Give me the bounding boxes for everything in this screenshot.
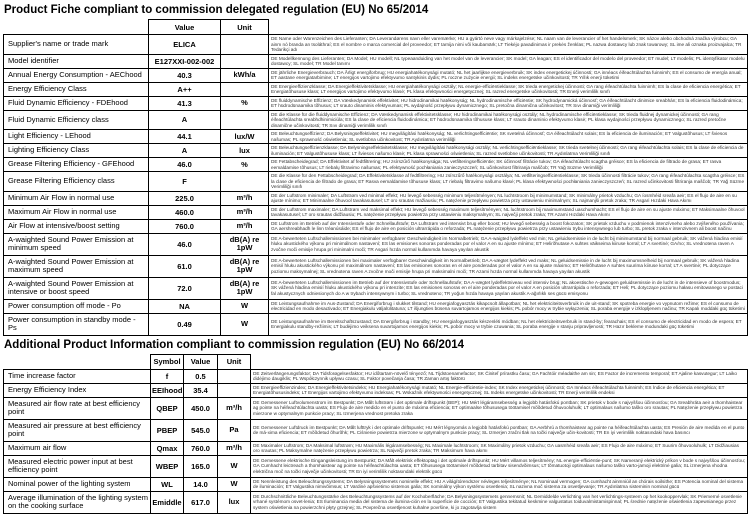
- row-note: [269, 255, 748, 277]
- row-label: Fluid Dynamic Efficiency - FDEhood: [4, 96, 149, 110]
- row-note: [251, 491, 748, 513]
- row-note: [251, 441, 748, 455]
- row-note: [269, 313, 748, 335]
- row-label: Energy Efficiency Index: [4, 383, 151, 397]
- row-label: Grease Filtering Efficiency - GFEhood: [4, 158, 149, 172]
- row-value: 46.0: [149, 158, 221, 172]
- row-symbol: WBEP: [151, 455, 184, 477]
- table-row: [4, 455, 748, 477]
- additional-header-row: [4, 354, 748, 369]
- table-row: [4, 491, 748, 513]
- row-note-text: DE Gemessene elektrische Eingangsleistung im Bestpunkt; DA Målt elektrisk effektoptag i det optimale driftspunkt; HU Mért villamos teljesítmény; NL energie-efficiëntie-punt; SK Nameraný elektrický príkon v bode s najvyššou účinnosťou; GA Cumhacht leictreach a thomhaistear ag pointe na héifeachtúlachta uasta; ET tõhususega töötamisel mõõdetud tarbitav sisendvõimsus; LT tõmatuotoji optimalaus našumo taško varto-jamoji elektrinė galia; SL izmerjena vhodna električna moč na točki največje učinkovitosti; TR En iyi verimlilik noktasındaki elektrik gücü: [253, 457, 745, 474]
- row-label: Annual Energy Consumption - AEChood: [4, 68, 149, 82]
- row-unit: dB(A) re 1pW: [221, 255, 269, 277]
- row-label: Time increase factor: [4, 369, 151, 383]
- row-label: Average illumination of the lighting system on the cooking surface: [4, 491, 151, 513]
- row-note: [269, 172, 748, 192]
- row-note-text: DE Leistungsaufnahme im Bereitschaftszustand; DA Energiforbrug i standby; HU energiafogyasztás készenléti módban; NL het elektriciteitsverbruik in stand-by; fearachais; ES el consumo de electricidad en modo de espera; ET Energiakulu standby-režiimis; LT budėjimo veiksena suvartojamos energijos kiekis; PL pobór mocy w trybie czuwania; SL poraba energije v stanju pripravljenosti; TR Hazır bekleme modundaki güç tüketimi: [271, 318, 742, 329]
- row-unit: W: [218, 477, 251, 491]
- row-note-text: DE der Luftstrom maximaler; DA Luftstrøm ved maksimal effekt; HU levegő sebesség maximum teljesítményen; NL luchtstroom bij maximumstand uaschumhacht; ES el flujo de aire en su ajuste máximo; ET Maksimaalne õhuvool tavakasutusel; LT oro srautas didžiausiu; PL natężenie przepływu powietrza przy ustawieniu maksymalnym; SL največji pretok zraka; TR Azami Hızdaki Hava Akımı: [271, 206, 745, 217]
- row-note-text: DE Gemessener Luftdruck im Bestpunkt; DA Målt lufttryk i det optimale driftspunkt; HU Mért légnyomás a legjobb hatásfokú pontban; GA Aerbhrú a thomhaistear ag pointe na héifeachtúlachta uasta; ES Presión de aire medida en el punto de má-xima eficiencia; ET mõõdetud õhurõhk; PL Ciśnienie powietrza mierzone w optymalnym punkcie pracy; SL Izmerjen zračni tlak na točki največje učin-kovitosti; TR En iyi verimlilik noktasındaki hava basıncı: [253, 424, 745, 435]
- table-row: [4, 172, 748, 192]
- row-label: A-waighted Sound Power Emission at minimum speed: [4, 233, 149, 255]
- row-value: A++: [149, 82, 221, 96]
- row-note: [269, 299, 748, 313]
- row-note-text: DE die Klasse für den Fettabscheidegrad; DA Effektivitetsklasse af fedtfiltrering; HU zsírszűrő hatékonysági osztálya; NL vetfilteringsefficiëntieklasse; SK trieda účinnosti filtrácie tukov; GA rang éifeachtúlachta scagtha gréisce; ES la clase de eficiencia de filtrado de grasa; ET Rasva eemaldamise tõhususe klass; LT riebalų filtravimo našumo klasė; PL klasa efektywności pochłaniania zanieczyszczeń; SL razred učinkovitosti filtriranja maščob; TR Yağ Süzme Verimliliği sınıfı: [271, 173, 745, 189]
- row-label: Minimum Air Flow in normal use: [4, 191, 149, 205]
- row-note-text: DE Durchschnittliche Beleuchtungsstärke des Beleuchtungssystems auf der Kochoberfläche; DA Belysningssystemets gennemsnit; NL Gemiddelde verlichting van het verlichtings-systeem op het kookoppervlak; SK Priemerné osvetlenie vrhané systémom osvet-lenia; ES Iluminancia media del sistema de ilumina-ción en la superficie de cocción; ET Valgustika tekitatud keskmine valgustatus toiduvalmistamispinnal; PL średnie natężenie oświetlenia zapewnianego przez system oświetlenia na powierzchni płyty grzejnej; SL Povprečna osvetljenost kuhalne površine, ki jo zagotavlja sistem: [253, 493, 742, 510]
- row-value: 44.1: [149, 130, 221, 144]
- row-label: Lighting Efficiency Class: [4, 144, 149, 158]
- row-note: [251, 455, 748, 477]
- table-row: [4, 130, 748, 144]
- row-note: [269, 144, 748, 158]
- row-note-text: DE Beleuchtungseffizienzklasse; DA Belysningseffektivitetsklasse; HU megvilágítási hatékonysági osztály; NL verlichtingsefficiëntieklasse; SK trieda svetelnej účinnosti; GA rang éifeachtúlachta solais; ES la clase de eficiencia de iluminación; ET Valgustõhususe klass; LT šviesos našumo klasė; PL klasa sprawności oświetlenia; SL razred svetlobne učinkovitosti; TR Aydınlatma Verimliliği sınıfı: [271, 145, 744, 156]
- row-value: A: [149, 144, 221, 158]
- row-label: Measured air flow rate at best efficiency point: [4, 397, 151, 419]
- row-note: [269, 68, 748, 82]
- row-label: Light Efficiency - LEhood: [4, 130, 149, 144]
- row-note: [269, 158, 748, 172]
- row-note: [269, 191, 748, 205]
- row-unit: [221, 172, 269, 192]
- row-note: [251, 397, 748, 419]
- row-value: 35.4: [184, 383, 218, 397]
- row-value: 225.0: [149, 191, 221, 205]
- row-unit: m³/h: [221, 205, 269, 219]
- row-note-text: DE fluiddynamische Effizienz; DA Væskedynamisk effektivitet; HU hidrodinamikai hatékonyság; NL hydrodinamische efficiëntie; SK hydrodynamická účinnosť; GA éifeachtúlacht dinimice sreabhán; ES la eficiencia fluidodinámica; ET hüdrodünaamika tõhusus; LT srauto dinaminis efektyvumas; PL wydajność przepływu dynamicznego; SL pretočna dinamična učinkovitost; TR Sıvı dinamiği verimliliği: [271, 97, 743, 108]
- row-symbol: Qmax: [151, 441, 184, 455]
- row-label: Power consumption in standby mode - Ps: [4, 313, 149, 335]
- row-label: Model identifier: [4, 54, 149, 68]
- table-row: [4, 441, 748, 455]
- row-value: 0.5: [184, 369, 218, 383]
- column-header-symbol: Symbol: [151, 354, 184, 369]
- row-unit: dB(A) re 1pW: [221, 277, 269, 299]
- row-value: 760.0: [184, 441, 218, 455]
- row-note: [269, 35, 748, 55]
- row-note: [251, 419, 748, 441]
- table-row: [4, 82, 748, 96]
- row-value: 165.0: [184, 455, 218, 477]
- row-value: ELICA: [149, 35, 221, 55]
- row-unit: %: [221, 158, 269, 172]
- row-unit: [221, 82, 269, 96]
- row-note-text: DE der Luftstrom minimaler; DA Luftstrøm ved minimal effekt; HU levegő sebesség minimum teljesítményen; NL luchtstroom bij minimumstand; SK minimálny prietok vzduchu; GA íosmhéid sreafa aeir; ES el flujo de aire en su ajuste mínimo; ET Minimaalne õhuvool tavakasutusel; LT oro srautas mažiausiu; PL natężenie przepływu powietrza przy ustawieniu minimalnym; SL najmanjši pretok zraka; TR Asgari Hızdaki Hava Akımı: [271, 192, 737, 203]
- row-unit: m³/h: [218, 397, 251, 419]
- row-note: [269, 96, 748, 110]
- row-symbol: EEIhood: [151, 383, 184, 397]
- row-note-text: DE A-bewerteten Luftschallemissionen bei maximaler verfügbarer Geschwindigkeit im Normalbetrieb; DA A-vægtet lydeffekt ved maks; NL geluidsemissie in de lucht bij maximumsnelheid bij normaal gebruik; SK vážená hladina emisií hluku akustického výkonu pri maximálnom nastavení; ES las emisiones sonoras en el aire ponderadas por el valor A en su ajuste máximo; ET Helirõhutase A suhtes suurima kiiruse korral; LT A svertinė; PL dotyczące poziomu maksymalnej; SL vrednotena raven A zvočne moči emisije hrupa pri maksimalni moči; TR Azami hızda normal kullanımda havaya yayılan akustik: [271, 257, 740, 274]
- row-label: Air Flow at intensive/boost setting: [4, 219, 149, 233]
- fiche-header-row: [4, 20, 748, 35]
- row-unit: m³/h: [218, 441, 251, 455]
- table-row: [4, 110, 748, 130]
- table-row: [4, 68, 748, 82]
- row-label: Power consumption off mode - Po: [4, 299, 149, 313]
- row-note: [269, 110, 748, 130]
- row-note-text: DE Name oder Warenzeichen des Lieferanten; DA Leverandørens navn eller varemærke; HU a gyártó neve vagy márkajelzése; NL naam van de leverancier of het handelsmerk; SK názov alebo obchodná značka výrobcu; GA ainm nó branda an tsoláthraí; ES el nombre o marca comercial del proveedor; ET tarnija nimi või kaubamärk; LT Tiekėjo pavadinimas ir prekės ženklas; PL nazwa dostawcy lub znak towarowy; SL ime ali oznaka proizvajalca; TR Tedarikçi adı: [271, 36, 742, 52]
- table-row: [4, 299, 748, 313]
- row-unit: W: [218, 455, 251, 477]
- row-note: [269, 233, 748, 255]
- table-row: [4, 233, 748, 255]
- table-row: [4, 54, 748, 68]
- table-row: [4, 255, 748, 277]
- row-value: 0.49: [149, 313, 221, 335]
- table-row: [4, 383, 748, 397]
- column-header-unit: Unit: [221, 20, 269, 35]
- row-label: Maximum Air Flow in normal use: [4, 205, 149, 219]
- row-unit: kWh/a: [221, 68, 269, 82]
- row-value: 46.0: [149, 233, 221, 255]
- row-label: Measured electric power input at best efficiency point: [4, 455, 151, 477]
- row-unit: lux: [221, 144, 269, 158]
- header-spacer: [251, 354, 748, 369]
- table-row: [4, 477, 748, 491]
- row-unit: dB(A) re 1pW: [221, 233, 269, 255]
- row-note-text: DE Nennleistung des Beleuchtungssystems; DA Belysningssystemets nominelle effekt; HU A világítórendszer névleges teljesítménye; NL Nominaal vermogen; GA cumhacht ainmniúil an chórais soilsithe; ES Potencia nominal del sistema de iluminación; ET Valgustika nimivõimsus; LT Vardinė apšvietimo sistemos galia; SK nominálny výkon systému osvetlenia; SL nazivna moč sistema za osvetljevanje; TR Aydınlatma sisteminin nominal gücü: [253, 478, 744, 489]
- row-unit: Pa: [218, 419, 251, 441]
- row-label: Measured air pressure at best efficiency point: [4, 419, 151, 441]
- row-value: 545.0: [184, 419, 218, 441]
- row-note: [251, 477, 748, 491]
- row-label: Fluid Dynamic Efficiency class: [4, 110, 149, 130]
- row-note-text: DE A-bewerteten Luftschallemissionen bei minimaler verfügbarer Geschwindigkeit im Normalbetrieb; GA A-waigted lydeffekt ved min; NL geluidsemissie in de lucht bij minimumstand bij normaal gebruik; SK vážená hladina emisií hluku akustického výkonu pri minimálnom nastavení; ES las emisiones sonoras ponderadas por el valor A en su ajuste mínimo; ET Helirõhutase A suhtes väikseima kiiruse korral; LT A svertinė; GA/no; SL vrednotena raven A zvočne moči emisije hrupa pri minimalni moči; TR Asgari hızda normal kullanımda havaya yayılan akustik: [271, 235, 743, 252]
- row-unit: [221, 35, 269, 55]
- table-row: [4, 35, 748, 55]
- row-note-text: DE Maximaler Luftstrom; DA Maksimal luftstrøm; HU Maximális légáramsebesség; NL Maximale luchtstroom; SK Maximálny prietok vzduchu; GA uasmhéid sreafa aeir; ES Flujo de aire máximo; ET Suurim õhuvooluhulk; LT Didžiausias oro srautas; PL Maksymalne natężenie przepływu powietrza; SL Največji pretok zraka; TR Maksimum hava akımı: [253, 442, 739, 453]
- header-spacer: [4, 354, 151, 369]
- row-note: [269, 205, 748, 219]
- row-unit: m³/h: [221, 219, 269, 233]
- row-note: [269, 54, 748, 68]
- row-value: 72.0: [149, 277, 221, 299]
- row-note: [269, 219, 748, 233]
- table-row: [4, 369, 748, 383]
- column-header-value: Value: [184, 354, 218, 369]
- row-symbol: f: [151, 369, 184, 383]
- row-value: 14.0: [184, 477, 218, 491]
- row-value: 460.0: [149, 205, 221, 219]
- row-label: A-waighted Sound Power Emission at intensive or boost speed: [4, 277, 149, 299]
- row-value: NA: [149, 299, 221, 313]
- row-symbol: Emiddle: [151, 491, 184, 513]
- row-unit: [221, 110, 269, 130]
- row-note-text: DE jährliche Energieverbrauch; DA Årligt energiforbrug; HU energiahatékonysági mutató; NL het jaarlijkse energieverbruik; SK index energetickej účinnosti; GA innéacs éifeachtúlachta fuinnimh; ES el consumo de energía anual; ET aastane energiatarbimine; LT energijos vartojimo efektyvumo santykinis dydis; PL roczne zużycie energii; SL indeks energetske učinkovitosti; TR Yıllık enerji tüketimi: [271, 69, 742, 80]
- row-label: Maximum air flow: [4, 441, 151, 455]
- row-note-text: DE Zeitverlängerungsfaktor; DA Tidsforøgelsesfaktor; HU időtartam-növelő tényező; NL Tijdstoenamefactor; SK Činiteľ prírastku času; GA Fachtóir méadaithe am sin; ES Factor de incremento temporal; ET Ajaline kasvutegur; LT Laiko didėjimo daugiklis; PL Współczynnik upływu czasu; SL Faktor povečanja časa; TR Zaman artış faktörü: [253, 370, 737, 381]
- table-row: [4, 205, 748, 219]
- row-unit: lux: [218, 491, 251, 513]
- row-note: [269, 82, 748, 96]
- row-unit: [221, 54, 269, 68]
- row-value: E127XXI-002-002: [149, 54, 221, 68]
- row-symbol: WL: [151, 477, 184, 491]
- column-header-unit: Unit: [218, 354, 251, 369]
- row-note-text: DE Modellkennung des Lieferanten; DA Model; HU modell; NL typeaanduiding van het model van de leverancier; SK model; GA leagan; ES el identificador del modelo del proveedor; ET mudel; LT modelis; PL identyfikator modelu dostawcy; SL model; TR Model tanımı: [271, 55, 745, 66]
- row-value: A: [149, 110, 221, 130]
- row-symbol: PBEP: [151, 419, 184, 441]
- fiche-table: [3, 19, 748, 336]
- row-note-text: DE die Klasse für die fluiddynamische Effizienz; DA Væskedynamisk effektivitetsklasse; HU hidrodinamikai hatékonysági osztály; NL hydrodinamische efficiëntieklasse; SK trieda fluidnej dynamickej účinnosti; GA rang éifeachtúlachta sreabhdhinimiciúla; ES la clase de eficiencia fluidodinámica; ET hüdrodünaamika tõhususe klass; LT srauto dinaminio efektyvumo klasė; PL klasa wydajności przepływu dynamicznego; SL razred pretočne dinamične učinkovitosti; TR Sıvı dinamiği verimlilik sınıfı: [271, 111, 727, 128]
- row-value: 40.3: [149, 68, 221, 82]
- row-label: Supplier's name or trade mark: [4, 35, 149, 55]
- row-note-text: DE Energieeffizienzklasse; DA Energieffektivitetsklasse; HU energiahatékonysági osztály; NL energie-efficiëntieklasse; SK trieda energetickej účinnosti; GA rang éifeachtúlachta fuinnimh; ES la clase de eficiencia energética; ET Energiatõhususe klass; LT energijos vartojimo efektyvumo klasė; PL klasa efektywności energetycznej; SL razred energetske učinkovitosti; TR Enerji verimlilik sınıfı: [271, 83, 741, 94]
- row-unit: %: [221, 96, 269, 110]
- row-note-text: DE Gemessener Luftvolumenstrom im Bestpunkt; DA Målt luftstrøm i det optimale driftspunkt (BEP); HU Mért légáramsebesség a legjobb hatásfokú pontban; SK prietok v bode s najvyššou účinnosťou; GA Sreabhráta aeir a thomhaistear ag pointe na héifeachtúlachta uasta; ES Flujo de aire medido en el punto de máxima eficiencia; ET optimaalse tõhususega töötamisel mõõdetud õhuvooluhulk; LT optimalaus našumo taško oro srautas; PL Natężenie przepływu powietrza mierzone w optymalnym punkcie pracy; SL Izmerjena vrednost pretoka zraka: [253, 399, 743, 416]
- table-row: [4, 191, 748, 205]
- row-value: 61.0: [149, 255, 221, 277]
- additional-table: [3, 354, 748, 514]
- row-unit: [218, 369, 251, 383]
- header-spacer: [4, 20, 149, 35]
- table-row: [4, 96, 748, 110]
- table-row: [4, 144, 748, 158]
- row-unit: m³/h: [221, 191, 269, 205]
- row-value: 617.0: [184, 491, 218, 513]
- row-note: [251, 369, 748, 383]
- row-note-text: DE Luftstrom im Betrieb auf der Intensivstufe oder Schnellaufstufe; DA Luftstrøm ved intensivt brug eller boost; HU levegő sebesség a boost fokozaton; SK prietok vzduchu v podmienok intenzívneho alebo zvýšeného používania; GA aershreabhadh le linn tréanúsáide; ES el flujo de aire en posición ultrarrápida o reforzada; PL natężenie przepływu powietrza przy ustawieniu trybu intensywnego lub turbo; SL pretok zraka v intenzivnem ali boost načinu: [271, 220, 744, 231]
- row-unit: lux/W: [221, 130, 269, 144]
- row-note-text: DE Fettabscheidegrad; DA Effektivitet af fedtfiltrering; HU zsírszűrő hatékonysága; NL vetfilteringsefficiëntie; SK účinnosť filtrácie tukov; GA éifeachtúlacht scagtha gréisce; ES la eficiencia de filtrado de grasa; ET rasva eemaldamise tõhusus; LT riebalų filtravimo našumas; PL efektywność pochłaniania zanieczyszczeń; SL učinkovitost filtriranja maščob; TR Yağ Süzme Verimliliği: [271, 159, 722, 170]
- row-label: Grease Filtering Efficiency class: [4, 172, 149, 192]
- table-row: [4, 277, 748, 299]
- row-value: F: [149, 172, 221, 192]
- row-unit: [218, 383, 251, 397]
- table-row: [4, 158, 748, 172]
- row-note-text: DE A-bewerteten Luftschallemissionen im Betrieb auf der Intensivstufe oder Schnellaufstufe; DA A-vægtet lydeffektniveau ved intensiv brug; NL akoestische A-gewogen geluidsemissie in de lucht in de intensieve of boostmodus; SK vážená hladina emisií hluku akustického výkonu pri intenzite; ES las emisiones sonoras en el aire ponderadas por el valor A en posición ultrarrápida o reforzada; ET Heli; PL dotyczące poziomu hałasu emitowanego w postaci fal akustycznych odniesionych do A w trybach intensywnym i turbo; SL vrednoteno; TR yoğun hızda havaya yayılan akustik A-ağırlıklı ses gücü emisyonu: [271, 279, 743, 296]
- row-unit: W: [221, 313, 269, 335]
- row-note: [269, 277, 748, 299]
- row-note-text: DE Energieeffizienzindex; DA Energieffektivitetsindeks; HU Energiahatékonysági mutató; NL Energie-efficiëntie-index; SK Index energetickej účinnosti; GA Innéacs éifeachtúlachta fuinnimh; ES Índice de eficiencia energética; ET Energiatõhususindeks; LT Energijos vartojimo efektyvumo indeksas; PL Wskaźnik efektywności energetycznej; SL Indeks energetske učinkovitosti; TR Enerji verimlilik endeksi: [253, 384, 725, 395]
- table-row: [4, 219, 748, 233]
- row-label: Nominal power of the lighting system: [4, 477, 151, 491]
- row-note: [269, 130, 748, 144]
- header-spacer: [269, 20, 748, 35]
- row-note: [251, 383, 748, 397]
- table-row: [4, 313, 748, 335]
- row-value: 450.0: [184, 397, 218, 419]
- column-header-value: Value: [149, 20, 221, 35]
- table-row: [4, 419, 748, 441]
- row-value: 41.3: [149, 96, 221, 110]
- additional-title: Additional Product Information compliant to commission regulation (EU) No 66/2014: [4, 338, 465, 351]
- row-label: A-waighted Sound Power Emission at maximum speed: [4, 255, 149, 277]
- row-note-text: DE Leistungsaufnahme im Aus-Zustand; DA Energiforbrug i slukket tilstand; HU energiafogyasztás kikapcsolt állapotban; NL het elektriciteitsverbruik in de uit-stand; SK spotreba energie vo vypnutom režime; ES el consumo de electricidad en modo desactivado; ET Energiakulu väljalülitatuna; LT išjungties būsena suvartojamos energijos kiekis; PL pobór mocy w trybie wyłączenia; SL poraba energije v izklopljenem načinu; TR Kapalı moddaki güç tüketimi: [271, 300, 745, 311]
- row-unit: W: [221, 299, 269, 313]
- row-label: Energy Efficiency Class: [4, 82, 149, 96]
- row-note-text: DE Beleuchtungseffizienz; DA Belysningseffektivitet; HU megvilágítási hatékonyság; NL verlichtingsefficiëntie; SK svetelná účinnosť; GA éifeachtúlacht solais; ES la eficiencia de iluminación; ET Valgustõhusus; LT šviesos našumas; PL sprawność oświetlenia; SL svetlobna učinkovitost; TR Aydınlatma verimliliği: [271, 131, 728, 142]
- row-value: 760.0: [149, 219, 221, 233]
- row-symbol: QBEP: [151, 397, 184, 419]
- fiche-title: Product Fiche compliant to commission delegated regulation (EU) No 65/2014: [4, 4, 429, 16]
- table-row: [4, 397, 748, 419]
